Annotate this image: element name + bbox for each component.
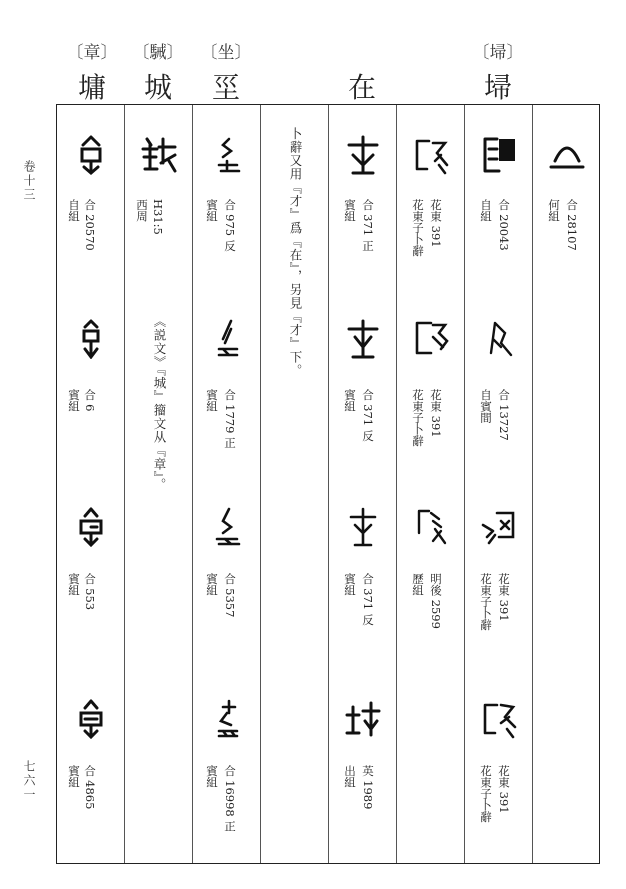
variant-yong: 〔章〕 [66, 43, 118, 63]
group-label: 賓組 [67, 573, 81, 596]
group-label: 花東子卜辭 [479, 765, 493, 823]
oracle-glyph-sao-2 [479, 319, 519, 359]
note-cheng: 《説文》『城』籀文从『章』。 [152, 315, 167, 492]
group-label: 自組 [67, 199, 81, 222]
page-number: 七六一 [22, 760, 36, 802]
source-ref: 合 20570 [83, 199, 97, 251]
oracle-glyph-yong-4 [71, 699, 111, 739]
group-label: 何組 [547, 199, 561, 222]
group-label: 賓組 [205, 765, 219, 788]
source-ref: 合 20043 [497, 199, 511, 251]
group-label: 出組 [343, 765, 357, 788]
oracle-glyph-zai-2 [343, 319, 383, 359]
heading-yong: 墉 [77, 71, 106, 104]
source-ref: 合 13727 [497, 389, 511, 441]
source-ref: 合 4865 [83, 765, 97, 810]
column-rightmost [533, 105, 601, 863]
column-zuo [193, 105, 261, 863]
oracle-glyph-zuo-1 [207, 135, 247, 175]
source-ref: 花東 391 [429, 389, 443, 438]
column-sao-b [397, 105, 465, 863]
heading-zuo: 坙 [211, 71, 240, 104]
source-ref: 合 16998 正 [223, 765, 237, 832]
source-ref: 合 28107 [565, 199, 579, 251]
column-zai [329, 105, 397, 863]
oracle-glyph-zuo-2 [207, 319, 247, 359]
oracle-glyph-zai-1 [343, 135, 383, 175]
group-label: 賓組 [343, 389, 357, 412]
source-ref: 合 6 [83, 389, 97, 412]
group-label: 花東子卜辭 [479, 573, 493, 631]
oracle-glyph-ya [547, 135, 587, 175]
source-ref: 明後 2599 [429, 573, 443, 629]
source-ref: 合 371 反 [361, 389, 375, 442]
group-label: 賓組 [67, 765, 81, 788]
source-ref: 合 5357 [223, 573, 237, 618]
source-ref: 合 553 [83, 573, 97, 611]
heading-cheng: 城 [143, 71, 172, 104]
oracle-glyph-sao-7 [411, 507, 451, 547]
oracle-glyph-zuo-4 [207, 699, 247, 739]
group-label: 賓組 [343, 573, 357, 596]
oracle-glyph-zai-3 [343, 507, 383, 547]
source-ref: 合 371 正 [361, 199, 375, 252]
oracle-glyph-sao-5 [411, 135, 451, 175]
oracle-glyph-yong-1 [71, 135, 111, 175]
source-ref: H31:5 [151, 199, 165, 235]
oracle-glyph-yong-2 [71, 319, 111, 359]
group-label: 賓組 [205, 199, 219, 222]
oracle-glyph-sao-6 [411, 319, 451, 359]
source-ref: 花東 391 [497, 765, 511, 814]
group-label: 花東子卜辭 [411, 389, 425, 447]
heading-sao: 埽 [483, 71, 512, 104]
group-label: 自組 [479, 199, 493, 222]
column-sao-a [465, 105, 533, 863]
oracle-glyph-sao-3 [479, 507, 519, 547]
oracle-glyph-zai-4 [343, 699, 383, 739]
source-ref: 合 975 反 [223, 199, 237, 252]
source-ref: 英 1989 [361, 765, 375, 810]
oracle-glyph-sao-4 [479, 699, 519, 739]
group-label: 賓組 [205, 389, 219, 412]
note-zai: 卜辭又用『才』爲『在』，另見『才』下。 [288, 127, 303, 378]
oracle-glyph-zuo-3 [207, 507, 247, 547]
variant-cheng: 〔駴〕 [132, 43, 184, 63]
entries-frame [56, 104, 600, 864]
variant-zuo: 〔坐〕 [200, 43, 252, 63]
juan-label: 卷十三 [22, 160, 36, 202]
group-label: 賓組 [205, 573, 219, 596]
source-ref: 合 1779 正 [223, 389, 237, 449]
oracle-glyph-cheng-1 [139, 135, 179, 175]
group-label: 自賓間 [479, 389, 493, 424]
group-label: 花東子卜辭 [411, 199, 425, 257]
source-ref: 花東 391 [429, 199, 443, 248]
column-zai-note [261, 105, 329, 863]
variant-sao: 〔埽〕 [472, 43, 524, 63]
column-yong [57, 105, 125, 863]
group-label: 賓組 [343, 199, 357, 222]
oracle-glyph-yong-3 [71, 507, 111, 547]
group-label: 賓組 [67, 389, 81, 412]
source-ref: 合 371 反 [361, 573, 375, 626]
column-cheng [125, 105, 193, 863]
group-label: 歷組 [411, 573, 425, 596]
source-ref: 花東 391 [497, 573, 511, 622]
heading-zai: 在 [347, 71, 376, 104]
oracle-glyph-sao-1 [479, 135, 519, 175]
group-label: 西周 [135, 199, 149, 222]
